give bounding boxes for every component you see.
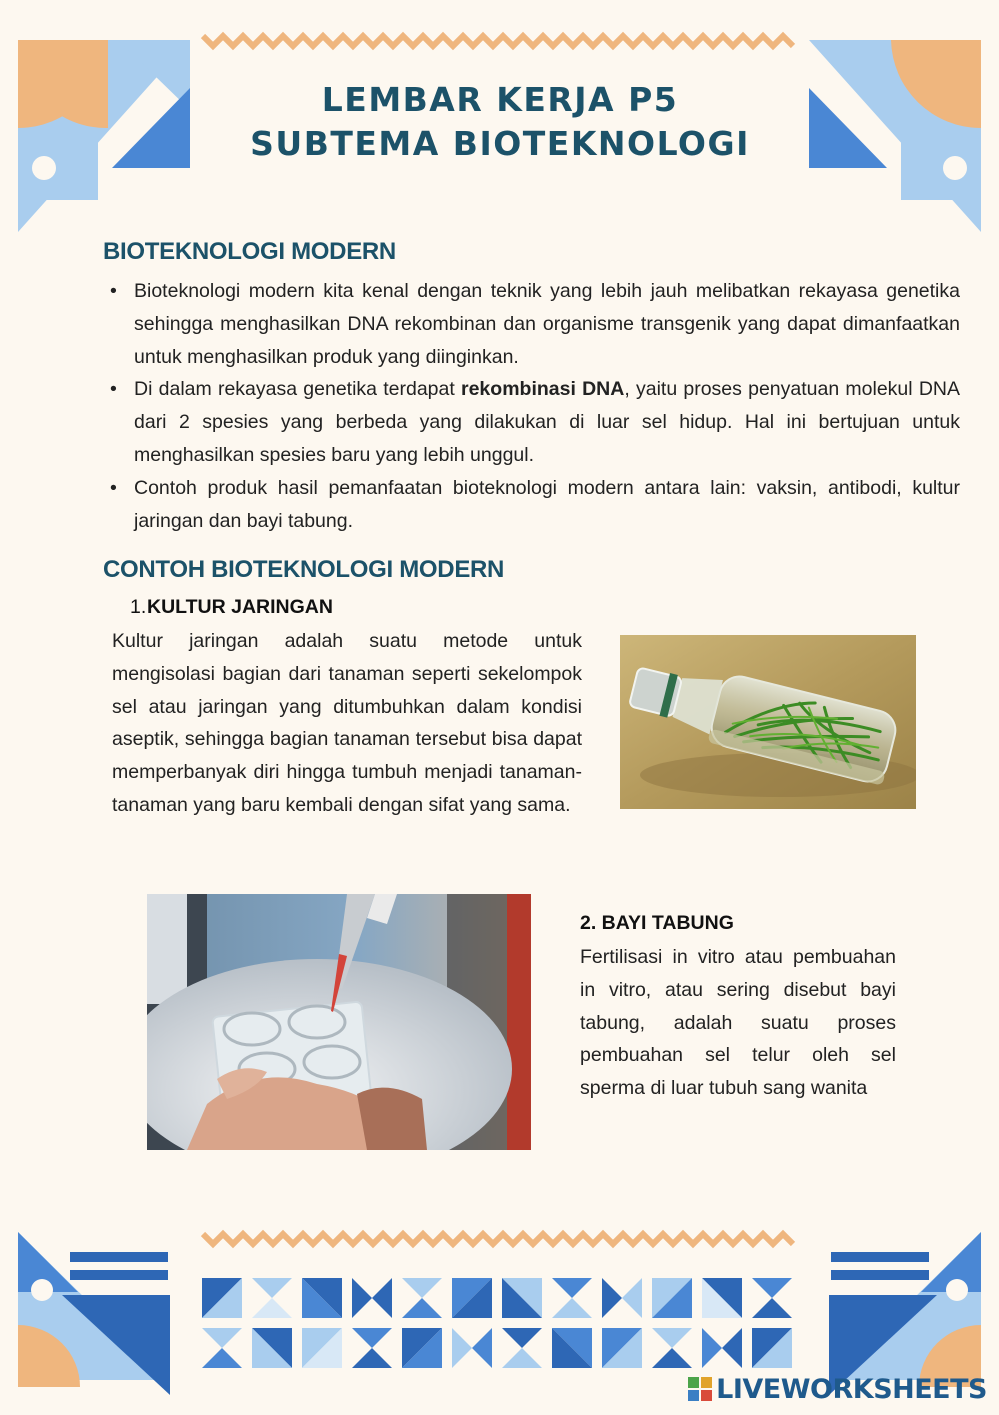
section-heading-contoh: CONTOH BIOTEKNOLOGI MODERN [103,556,505,583]
bullet-item: • Contoh produk hasil pemanfaatan bioteknologi modern antara lain: vaksin, antibodi, kultur jaringan dan bayi tabung. [134,472,960,538]
liveworksheets-watermark [688,1374,987,1405]
tissue-culture-photo [620,635,916,809]
bullet-list [107,275,960,537]
bullet-item: • Bioteknologi modern kita kenal dengan teknik yang lebih jauh melibatkan rekayasa genetika sehingga menghasilkan DNA rekombinan dan organisme transgenik yang dapat dimanfaatkan untuk menghasilkan produk yang diinginkan. [134,275,960,373]
item-title-kultur-jaringan: KULTUR JARINGAN [147,596,333,618]
bottom-pattern [202,1278,792,1368]
title-line-1: LEMBAR KERJA P5 [321,80,679,119]
ivf-pipette-photo [147,894,531,1150]
bullet-text: , yaitu proses penyatuan molekul DNA dari 2 spesies yang berbeda yang dilakukan di luar sel hidup. Hal ini bertujuan untuk menghasilkan spesies baru yang lebih unggul. [134,378,960,466]
bullet-text: Di dalam rekayasa genetika terdapat [134,378,461,401]
watermark-text: LIVEWORKSHEETS [716,1374,987,1405]
page-title [150,78,850,166]
top-zigzag [203,36,793,46]
liveworksheets-logo-icon [688,1377,712,1401]
bold-term: rekombinasi DNA [461,378,625,401]
bullet-item [134,373,960,471]
item-title-bayi-tabung: 2. BAYI TABUNG [580,912,734,934]
item-number: 1. [130,596,147,618]
bottom-right-ornament [829,1232,981,1395]
section-heading-bioteknologi-modern: BIOTEKNOLOGI MODERN [103,238,396,265]
title-line-2: SUBTEMA BIOTEKNOLOGI [250,124,750,163]
kultur-jaringan-text: Kultur jaringan adalah suatu metode untuk mengisolasi bagian dari tanaman seperti sekelompok sel atau jaringan yang ditumbuhkan dalam kondisi aseptik, sehingga bagian tanaman tersebut bisa dapat memperbanyak diri hingga tumbuh menjadi tanaman-tanaman yang baru kembali dengan sifat yang sama. [112,630,582,816]
bottom-left-ornament [18,1232,170,1395]
bayi-tabung-text: Fertilisasi in vitro atau pembuahan in vitro, atau sering disebut bayi tabung, adalah suatu proses pembuahan sel telur oleh sel sperma di luar tubuh sang wanita [580,946,896,1100]
bottom-zigzag [203,1234,793,1244]
